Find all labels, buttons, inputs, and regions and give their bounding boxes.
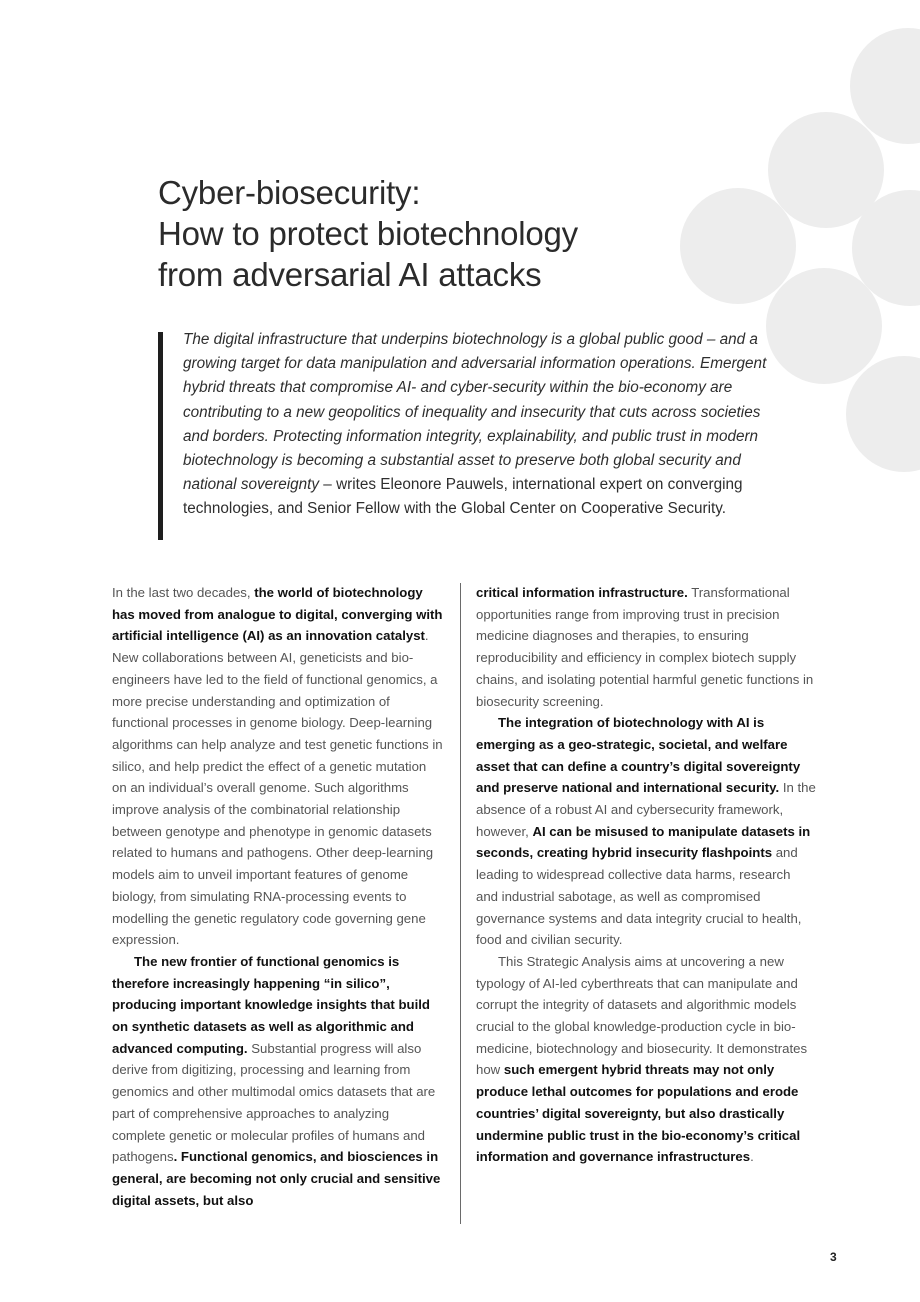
body-paragraph [476,951,816,1168]
body-text: In the last two decades, [112,585,255,600]
lead-italic-text: The digital infrastructure that underpins biotechnology is a global public good – and a growing target for data manipulation and adversarial information operations. Emergent hybrid threats that compromise AI- and cyber-security within the bio-economy are contributing to a new geopolitics of inequality and insecurity that cuts across societies and borders. Protecting information integrity, explainability, and public trust in modern biotechnology is becoming a substantial asset to preserve both global security and national sovereignty [183,331,767,494]
lead-paragraph [183,328,770,522]
body-text: This Strategic Analysis aims at uncovering a new typology of AI-led cyberthreats that can manipulate and corrupt the integrity of datasets and algorithmic models crucial to the global knowledge-production cycle in bio-medicine, biotechnology and biosecurity. It demonstrates how [476,953,808,1078]
body-paragraph [476,712,816,951]
body-bold-text: . Functional genomics, and biosciences in general, are becoming not only crucial and sensitive digital assets, but also [112,1149,441,1208]
decorative-circle [766,268,882,384]
body-text: . [750,1149,754,1165]
body-paragraph [112,951,444,1211]
body-bold-text: such emergent hybrid threats may not only produce lethal outcomes for populations and erode countries’ digital sovereignty, but also drastically undermine public trust in the bio-economy’s critical information and governance infrastructures [476,1062,801,1165]
title-line: How to protect biotechnology [158,215,578,252]
title-line: Cyber-biosecurity: [158,174,421,211]
right-column [476,582,816,1168]
body-bold-text: AI can be misused to manipulate datasets in seconds, creating hybrid insecurity flashpoints [476,823,811,861]
body-paragraph [112,582,444,951]
body-text: Substantial progress will also derive from digitizing, processing and learning from genomics and other multimodal omics datasets that are part of comprehensive approaches to analyzing complete genetic or molecular profiles of humans and pathogens [112,1040,436,1165]
body-text: Transformational opportunities range from improving trust in precision medicine diagnoses and therapies, to ensuring reproducibility and efficiency in complex biotech supply chains, and isolating potential harmful genetic functions in biosecurity screening. [476,585,814,709]
page-title [158,172,718,295]
page-number: 3 [830,1250,837,1264]
body-bold-text: The new frontier of functional genomics is therefore increasingly happening “in silico”, producing important knowledge insights that build on synthetic datasets as well as algorithmic and advanced computing. [112,953,430,1056]
body-text: . New collaborations between AI, geneticists and bio-engineers have led to the field of functional genomics, a more precise understanding and optimization of functional processes in genome biology. Deep-learning algorithms can help analyze and test genetic functions in silico, and help predict the effect of a genetic mutation on an individual’s overall genome. Such algorithms improve analysis of the combinatorial relationship between genotype and phenotype in genomic datasets related to humans and pathogens. Other deep-learning models aim to unveil important features of genome biology, from simulating RNA-processing events to modelling the genetic regulatory code governing gene expression. [112,628,443,948]
body-paragraph [476,582,816,712]
left-column [112,582,444,1211]
body-text: and leading to widespread collective data harms, research and industrial sabotage, as well as compromised governance systems and data integrity crucial to health, food and civilian security. [476,845,802,948]
lead-byline: – writes Eleonore Pauwels, international expert on converging technologies, and Senior Fellow with the Global Center on Cooperative Security. [183,476,743,518]
body-text: In the absence of a robust AI and cybersecurity framework, however, [476,780,816,839]
title-line: from adversarial AI attacks [158,256,542,293]
lead-quote [158,328,770,522]
column-divider [460,583,461,1224]
body-bold-text: The integration of biotechnology with AI is emerging as a geo-strategic, societal, and welfare asset that can define a country’s digital sovereignty and preserve national and international security. [476,715,801,796]
body-bold-text: critical information infrastructure. [476,585,688,600]
body-bold-text: the world of biotechnology has moved from analogue to digital, converging with artificial intelligence (AI) as an innovation catalyst [112,585,443,644]
quote-bar [158,332,163,540]
